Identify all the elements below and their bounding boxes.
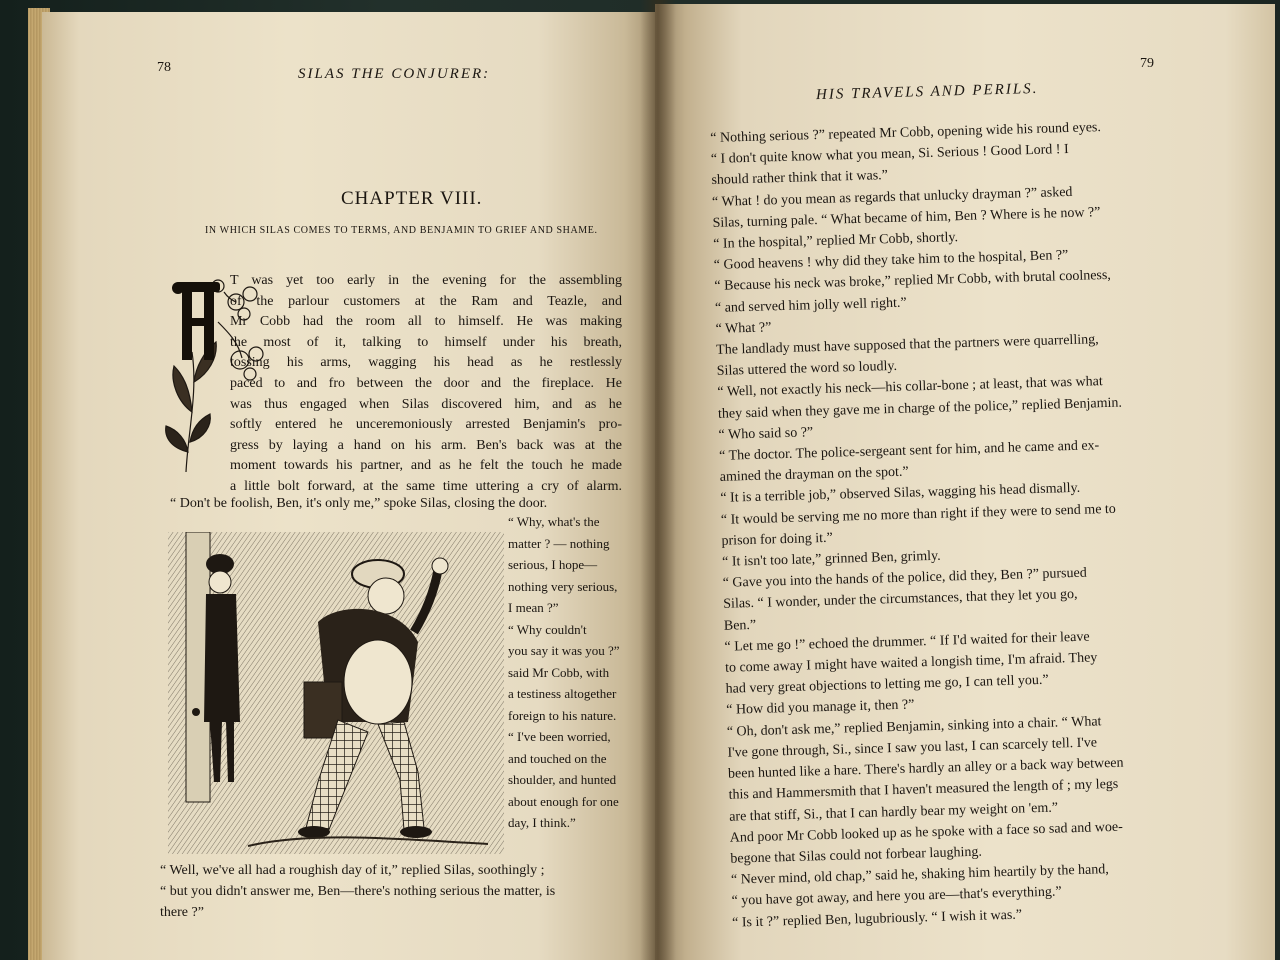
engraving-illustration (168, 532, 504, 854)
left-narrow-text (508, 511, 624, 834)
text-line: day, I think.” (508, 815, 576, 830)
left-bottom-text (160, 860, 628, 923)
text-line: “ I don't quite know what you mean, Si. Serious ! Good Lord ! I (710, 142, 1069, 168)
text-line: “ Let me go !” echoed the drummer. “ If I'd waited for their leave (724, 629, 1090, 655)
text-line: And poor Mr Cobb looked up as he spoke with a face so sad and woe- (729, 819, 1123, 846)
text-line: are that stiff, Si., that I can hardly bear my weight on 'em.” (729, 800, 1059, 825)
page-number-right: 79 (1140, 56, 1154, 71)
text-line: “ Because his neck was broke,” replied Mr Cobb, with brutal coolness, (714, 268, 1112, 295)
text-line: you say it was you ?” (508, 643, 620, 658)
text-line: begone that Silas could not forbear laughing. (730, 844, 983, 867)
text-line: T was yet too early in the evening for the assembling (230, 273, 622, 288)
chapter-title: CHAPTER VIII. (341, 188, 483, 209)
text-line: The landlady must have supposed that the partners were quarrelling, (716, 332, 1099, 358)
text-line: “ Well, not exactly his neck—his collar-bone ; at least, that was what (717, 374, 1104, 401)
text-line: and touched on the (508, 750, 607, 766)
text-line: “ Is it ?” replied Ben, lugubriously. “ I wish it was.” (731, 907, 1023, 931)
text-line: “ Why, what's the (508, 514, 600, 529)
text-line: was thus engaged when Silas discovered him, and as he (230, 396, 622, 412)
text-line: of the parlour customers at the Ram and Teazle, and (230, 293, 622, 309)
page-number-left: 78 (157, 60, 171, 75)
text-line: I mean ?” (508, 600, 559, 615)
chapter-subtitle: IN WHICH SILAS COMES TO TERMS, AND BENJAMIN TO GRIEF AND SHAME. (205, 225, 598, 236)
text-line: “ Nothing serious ?” repeated Mr Cobb, opening wide his round eyes. (710, 120, 1102, 146)
text-line: tossing his arms, wagging his head as he restlessly (230, 355, 622, 371)
text-line: to come away I might have waited a longish time, I'm afraid. They (724, 650, 1098, 676)
text-line: should rather think that it was.” (711, 168, 889, 189)
text-line: there ?” (160, 905, 204, 920)
text-line: Silas uttered the word so loudly. (716, 359, 898, 380)
text-line: said Mr Cobb, with (508, 664, 610, 680)
text-line: “ Never mind, old chap,” said he, shaking him heartily by the hand, (730, 862, 1109, 888)
text-line: a testiness altogether (508, 686, 617, 701)
text-line: “ I've been worried, (508, 729, 611, 744)
text-line: this and Hammersmith that I haven't measured the length of ; my legs (728, 777, 1119, 804)
text-line: a little bolt forward, at the same time uttering a cry of alarm. (230, 478, 622, 494)
left-drop-text (230, 271, 622, 498)
text-line: moment towards his partner, and as he felt the touch he made (230, 458, 622, 474)
text-line: prison for doing it.” (721, 530, 833, 549)
text-line: shoulder, and hunted (508, 772, 617, 787)
text-line: “ Gave you into the hands of the police, did they, Ben ?” pursued (722, 565, 1087, 592)
book-gutter (640, 0, 676, 960)
text-line: serious, I hope— (508, 557, 598, 572)
text-line: “ It would be serving me no more than right if they were to send me to (720, 501, 1117, 528)
text-line: I've gone through, Si., since I saw you last, I can scarcely tell. I've (727, 735, 1098, 761)
text-line: “ Don't be foolish, Ben, it's only me,” spoke Silas, closing the door. (170, 496, 548, 511)
text-line: nothing very serious, (508, 578, 618, 594)
text-line: “ In the hospital,” replied Mr Cobb, shortly. (713, 230, 959, 252)
text-line: “ It is a terrible job,” observed Silas, wagging his head dismally. (720, 481, 1081, 507)
text-line: “ What ?” (715, 320, 772, 337)
text-line: “ Good heavens ! why did they take him to the hospital, Ben ?” (713, 248, 1069, 274)
text-line: about enough for one (508, 793, 619, 809)
text-line: softly entered he unceremoniously arrested Benjamin's pro- (230, 417, 622, 433)
text-line: gress by laying a hand on his arm. Ben's back was at the (230, 437, 622, 453)
text-line: “ Well, we've all had a roughish day of it,” replied Silas, soothingly ; (160, 863, 545, 878)
text-line: they said when they gave me in charge of the police,” replied Benjamin. (717, 395, 1123, 422)
text-line: Silas, turning pale. “ What became of him, Ben ? Where is he now ?” (712, 204, 1101, 231)
text-line: “ Who said so ?” (718, 425, 814, 443)
right-page-text (710, 115, 1210, 934)
running-head-left: SILAS THE CONJURER: (298, 66, 491, 82)
text-line: Mr Cobb had the room all to himself. He was making (230, 314, 622, 330)
text-line: matter ? — nothing (508, 535, 610, 551)
text-line: “ What ! do you mean as regards that unlucky drayman ?” asked (711, 184, 1073, 210)
text-line: been hunted like a hare. There's hardly an alley or a back way between (727, 755, 1124, 782)
text-line: “ Why couldn't (508, 621, 587, 637)
text-line: Ben.” (723, 617, 757, 634)
text-line: “ and served him jolly well right.” (714, 295, 907, 316)
text-line: “ How did you manage it, then ?” (726, 698, 915, 719)
text-line: amined the drayman on the spot.” (719, 464, 909, 486)
text-line: Silas. “ I wonder, under the circumstances, that they let you go, (723, 587, 1078, 613)
text-line: paced to and fro between the door and the fireplace. He (230, 375, 622, 391)
text-line: had very great objections to letting me go, I can tell you.” (725, 673, 1049, 698)
running-head-right: HIS TRAVELS AND PERILS. (815, 80, 1039, 104)
text-line: “ Oh, don't ask me,” replied Benjamin, sinking into a chair. “ What (726, 713, 1102, 740)
text-line: foreign to his nature. (508, 707, 617, 723)
text-line: “ The doctor. The police-sergeant sent for him, and he came and ex- (718, 438, 1100, 464)
text-line: “ you have got away, and here you are—that's everything.” (731, 884, 1062, 910)
text-line: “ It isn't too late,” grinned Ben, grimly. (721, 548, 941, 570)
text-line: the most of it, talking to himself under his breath, (230, 334, 622, 350)
text-line: “ but you didn't answer me, Ben—there's nothing serious the matter, is (160, 884, 556, 899)
